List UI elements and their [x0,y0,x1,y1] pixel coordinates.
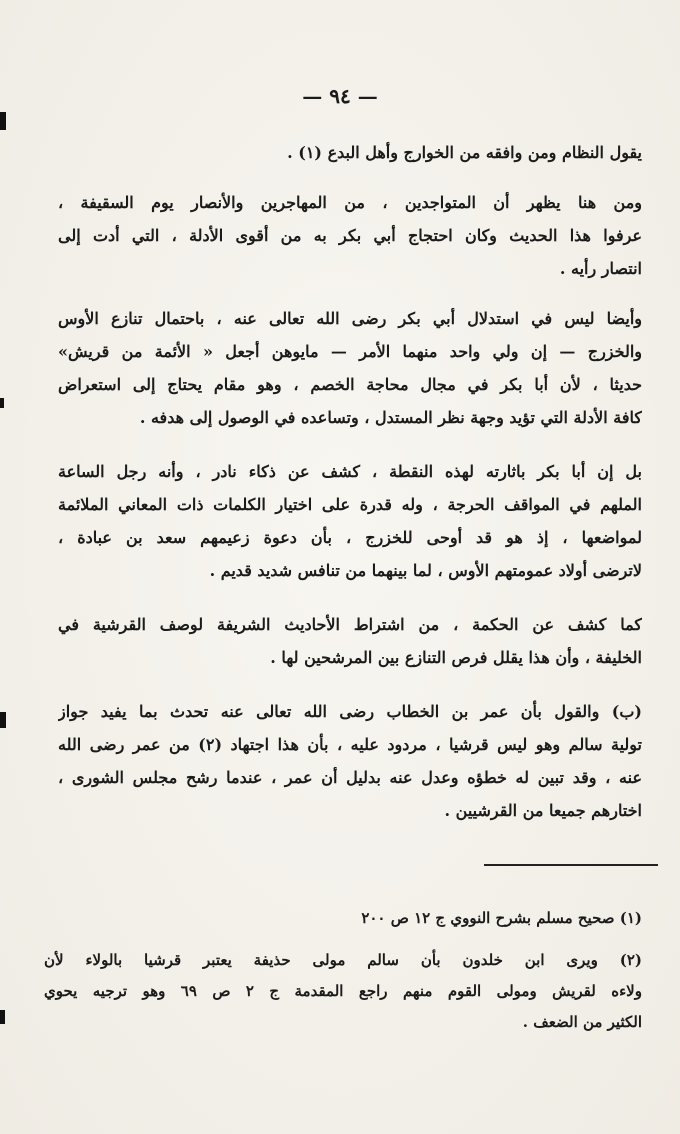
text-line: كافة الأدلة التي تؤيد وجهة نظر المستدل ، وتساعده في الوصول إلى هدفه . [139,408,642,427]
text-line: وأيضا ليس في استدلال أبي بكر رضى الله تعالى عنه ، باحتمال تنازع الأوس [58,309,642,328]
footnote-separator [484,864,658,866]
footnote-line: ولاءه لقريش ومولى القوم منهم راجع المقدمة ج ٢ ص ٦٩ وهو ترجيه يحوي [44,982,642,1000]
paragraph-3 [58,302,642,434]
text-line: عرفوا هذا الحديث وكان احتجاج أبي بكر به من أقوى الأدلة ، التي أدت إلى [58,226,642,245]
text-line: بل إن أبا بكر باثارته لهذه النقطة ، كشف عن ذكاء نادر ، وأنه رجل الساعة [58,462,642,481]
text-line: لمواضعها ، إذ هو قد أوحى للخزرج ، بأن دعوة زعيمهم سعد بن عبادة ، [58,528,642,547]
text-line: ومن هنا يظهر أن المتواجدين ، من المهاجرين والأنصار يوم السقيفة ، [58,193,642,212]
footnote-1 [220,903,642,934]
footnote-line: (٢) ويرى ابن خلدون بأن سالم مولى حذيفة يعتبر قرشيا بالولاء لأن [44,951,642,969]
text-line: لاترضى أولاد عمومتهم الأوس ، لما بينهما من تنافس شديد قديم . [209,561,642,580]
text-line: (ب) والقول بأن عمر بن الخطاب رضى الله تعالى عنه تحدث بما يفيد جواز [58,702,642,721]
paragraph-1 [58,136,642,169]
text-line: والخزرج — إن ولي واحد منهما الأمر — مايوهن أجعل « الأئمة من قريش» [58,342,642,361]
left-edge-mark [0,1010,5,1024]
text-line: اختارهم جميعا من القرشيين . [444,801,642,820]
footnote-2 [44,945,642,1038]
footnote-line: الكثير من الضعف . [522,1013,642,1031]
text-line: تولية سالم وهو ليس قرشيا ، مردود عليه ، بأن هذا اجتهاد (٢) من عمر رضى الله [58,735,642,754]
paragraph-2 [58,186,642,285]
text-line: عنه ، وقد تبين له خطؤه وعدل عنه بدليل أن عمر ، عندما رشح مجلس الشورى ، [58,768,642,787]
paragraph-4 [58,455,642,587]
footnote-line: (١) صحيح مسلم بشرح النووي ج ١٢ ص ٢٠٠ [361,909,642,927]
text-line: حديثا ، لأن أبا بكر في مجال محاجة الخصم ، وهو مقام يحتاج إلى استعراض [58,375,642,394]
paragraph-5 [58,608,642,674]
page-number: — ٩٤ — [302,84,378,108]
text-line: انتصار رأيه . [559,259,642,278]
text-line: الخليفة ، وأن هذا يقلل فرص التنازع بين المرشحين لها . [270,648,642,667]
paragraph-6 [58,695,642,827]
text-line: كما كشف عن الحكمة ، من اشتراط الأحاديث الشريفة لوصف القرشية في [58,615,642,634]
text-line: يقول النظام ومن وافقه من الخوارج وأهل البدع (١) . [287,143,642,162]
text-line: الملهم في المواقف الحرجة ، وله قدرة على اختيار الكلمات ذات المعاني الملائمة [58,495,642,514]
left-edge-mark [0,398,4,408]
left-edge-mark [0,112,6,130]
left-edge-mark [0,712,6,728]
